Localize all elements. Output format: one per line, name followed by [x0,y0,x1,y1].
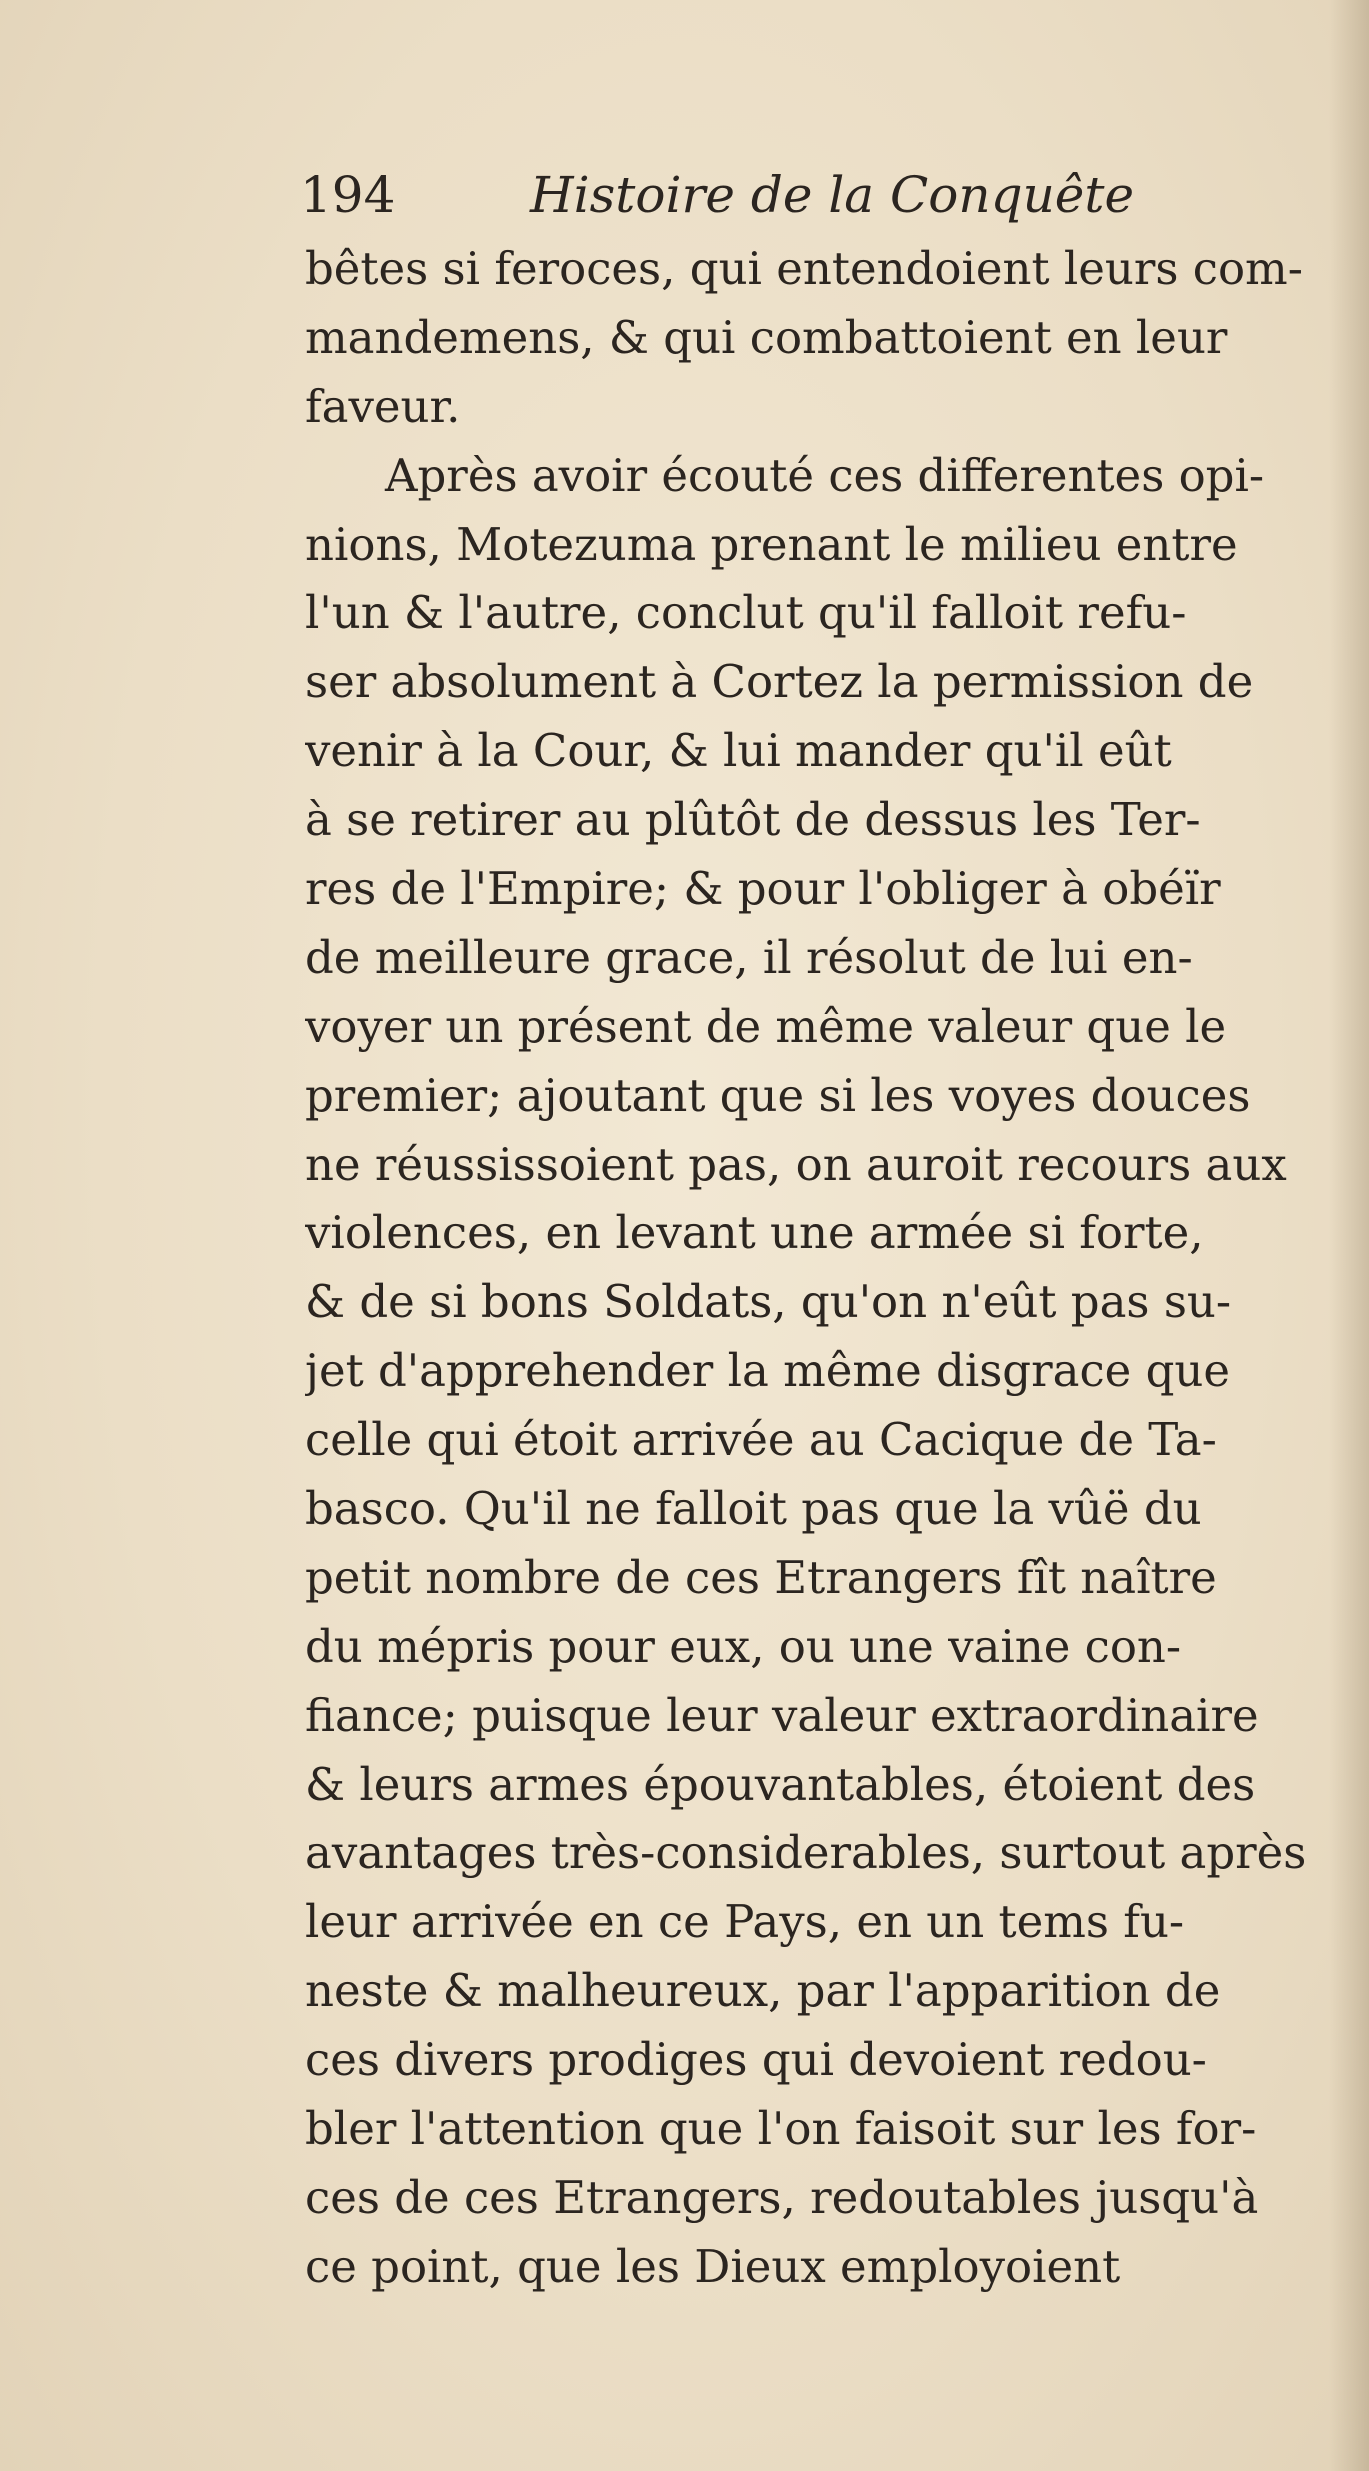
text-line: ces divers prodiges qui devoient redou- [305,2033,1207,2087]
running-title: Histoire de la Conquête [530,166,1135,224]
text-line: venir à la Cour, & lui mander qu'il eût [305,724,1172,778]
text-line: basco. Qu'il ne falloit pas que la vûë du [305,1482,1202,1536]
text-line: voyer un présent de même valeur que le [305,999,1227,1053]
text-line: ne réussissoient pas, on auroit recours aux [305,1137,1287,1191]
text-line: bêtes si feroces, qui entendoient leurs com- [305,242,1303,295]
text-line: ce point, que les Dieux employoient [305,2239,1121,2293]
page-number: 194 [300,166,396,224]
text-line: jet d'apprehender la même disgrace que [305,1344,1231,1398]
text-line: & de si bons Soldats, qu'on n'eût pas su- [305,1275,1232,1329]
paragraph-start-line: Après avoir écouté ces differentes opi- [385,448,1265,502]
text-line: du mépris pour eux, ou une vaine con- [305,1619,1182,1673]
text-line: à se retirer au plûtôt de dessus les Ter- [305,793,1201,847]
text-line: avantages très-considerables, surtout après [305,1826,1307,1880]
text-line: premier; ajoutant que si les voyes douces [305,1068,1251,1122]
text-line: mandemens, & qui combattoient en leur [305,310,1228,364]
text-line: ces de ces Etrangers, redoutables jusqu'à [305,2170,1259,2224]
text-line: nions, Motezuma prenant le milieu entre [305,517,1238,571]
text-line: faveur. [305,379,461,433]
text-line: petit nombre de ces Etrangers fît naître [305,1550,1217,1604]
text-line: neste & malheureux, par l'apparition de [305,1964,1221,2018]
text-line: fiance; puisque leur valeur extraordinaire [305,1688,1259,1742]
text-line: leur arrivée en ce Pays, en un tems fu- [305,1895,1185,1949]
text-line: ser absolument à Cortez la permission de [305,655,1254,709]
page-edge-shadow [1329,0,1369,2471]
body-text [305,235,1355,2302]
text-line: l'un & l'autre, conclut qu'il falloit refu- [305,586,1187,640]
text-line: de meilleure grace, il résolut de lui en- [305,930,1193,984]
text-line: res de l'Empire; & pour l'obliger à obéïr [305,862,1221,916]
page-header [300,160,1300,230]
text-line: bler l'attention que l'on faisoit sur les for- [305,2102,1257,2156]
text-line: & leurs armes épouvantables, étoient des [305,1757,1256,1811]
text-line: celle qui étoit arrivée au Cacique de Ta- [305,1413,1217,1467]
text-line: violences, en levant une armée si forte, [305,1206,1204,1260]
